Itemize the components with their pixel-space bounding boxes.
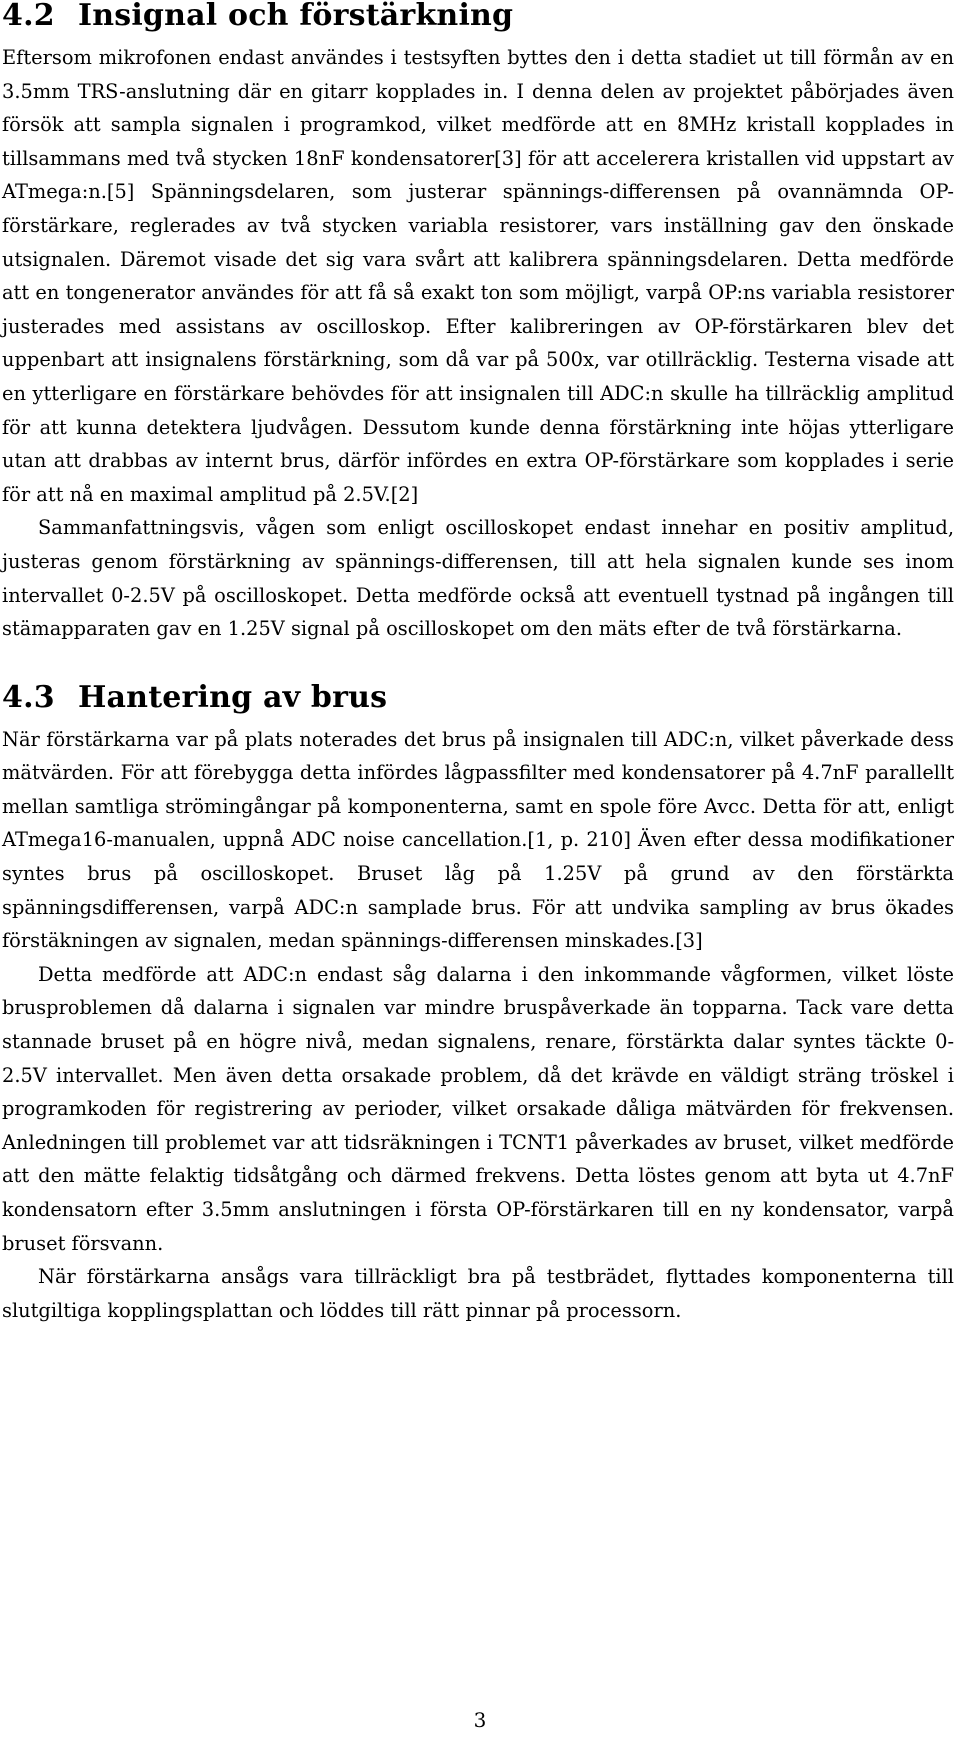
- section-title: Insignal och förstärkning: [78, 0, 514, 33]
- body-paragraph: Sammanfattningsvis, vågen som enligt oscilloskopet endast innehar en positiv amplitud, justeras genom förstärkning av spännings-differensen, till att hela signalen kunde ses inom intervallet 0-2.5V på oscilloskopet. Detta medförde också att eventuell tystnad på ingången till stämapparaten gav en 1.25V signal på oscilloskopet om den mäts efter de två förstärkarna.: [2, 516, 954, 641]
- body-paragraph: Detta medförde att ADC:n endast såg dalarna i den inkommande vågformen, vilket löste brusproblemen då dalarna i signalen var mindre bruspåverkade än topparna. Tack vare detta stannade bruset på en högre nivå, medan signalens, renare, förstärkta dalar syntes täckte 0-2.5V intervallet. Men även detta orsakade problem, då det krävde en väldigt sträng tröskel i programkoden för registrering av perioder, vilket orsakade dåliga mätvärden för frekvensen. Anledningen till problemet var att tidsräkningen i TCNT1 påverkades av bruset, vilket medförde att den mätte felaktig tidsåtgång och därmed frekvens. Detta löstes genom att byta ut 4.7nF kondensatorn efter 3.5mm anslutningen i första OP-förstärkaren till en ny kondensator, varpå bruset försvann.: [2, 962, 954, 1255]
- body-paragraph: När förstärkarna ansågs vara tillräckligt bra på testbrädet, flyttades komponenterna till slutgiltiga kopplingsplattan och löddes till rätt pinnar på processorn.: [2, 1265, 954, 1322]
- page-number: 3: [473, 1708, 487, 1732]
- body-paragraph: Eftersom mikrofonen endast användes i testsyften byttes den i detta stadiet ut till förmån av en 3.5mm TRS-anslutning där en gitarr kopplades in. I denna delen av projektet påbörjades även försök att sampla signalen i programkod, vilket medförde att en 8MHz kristall kopplades in tillsammans med två stycken 18nF kondensatorer[3] för att accelerera kristallen vid uppstart av ATmega:n.[5] Spänningsdelaren, som justerar spännings-differensen på ovannämnda OP-förstärkare, reglerades av två stycken variabla resistorer, vars inställning gav den önskade utsignalen. Däremot visade det sig vara svårt att kalibrera spänningsdelaren. Detta medförde att en tongenerator användes för att få så exakt ton som möjligt, varpå OP:ns variabla resistorer justerades med assistans av oscilloskop. Efter kalibreringen av OP-förstärkaren blev det uppenbart att insignalens förstärkning, som då var på 500x, var otillräcklig. Testerna visade att en ytterligare en förstärkare behövdes för att insignalen till ADC:n skulle ha tillräcklig amplitud för att kunna detektera ljudvågen. Dessutom kunde denna förstärkning inte höjas ytterligare utan att drabbas av internt brus, därför infördes en extra OP-förstärkare som kopplades i serie för att nå en maximal amplitud på 2.5V.[2]: [2, 46, 954, 506]
- section-title: Hantering av brus: [78, 679, 388, 715]
- body-paragraph: När förstärkarna var på plats noterades det brus på insignalen till ADC:n, vilket påverkade dess mätvärden. För att förebygga detta infördes lågpassfilter med kondensatorer på 4.7nF parallellt mellan samtliga strömingångar på komponenterna, samt en spole före Avcc. Detta för att, enligt ATmega16-manualen, uppnå ADC noise cancellation.[1, p. 210] Även efter dessa modifikationer syntes brus på oscilloskopet. Bruset låg på 1.25V på grund av den förstärkta spänningsdifferensen, varpå ADC:n samplade brus. För att undvika sampling av brus ökades förstäkningen av signalen, medan spännings-differensen minskades.[3]: [2, 727, 954, 953]
- section-heading-4-2: [2, 0, 954, 34]
- section-number: 4.3: [2, 679, 55, 715]
- section-heading-4-3: [2, 680, 954, 716]
- section-number: 4.2: [2, 0, 55, 33]
